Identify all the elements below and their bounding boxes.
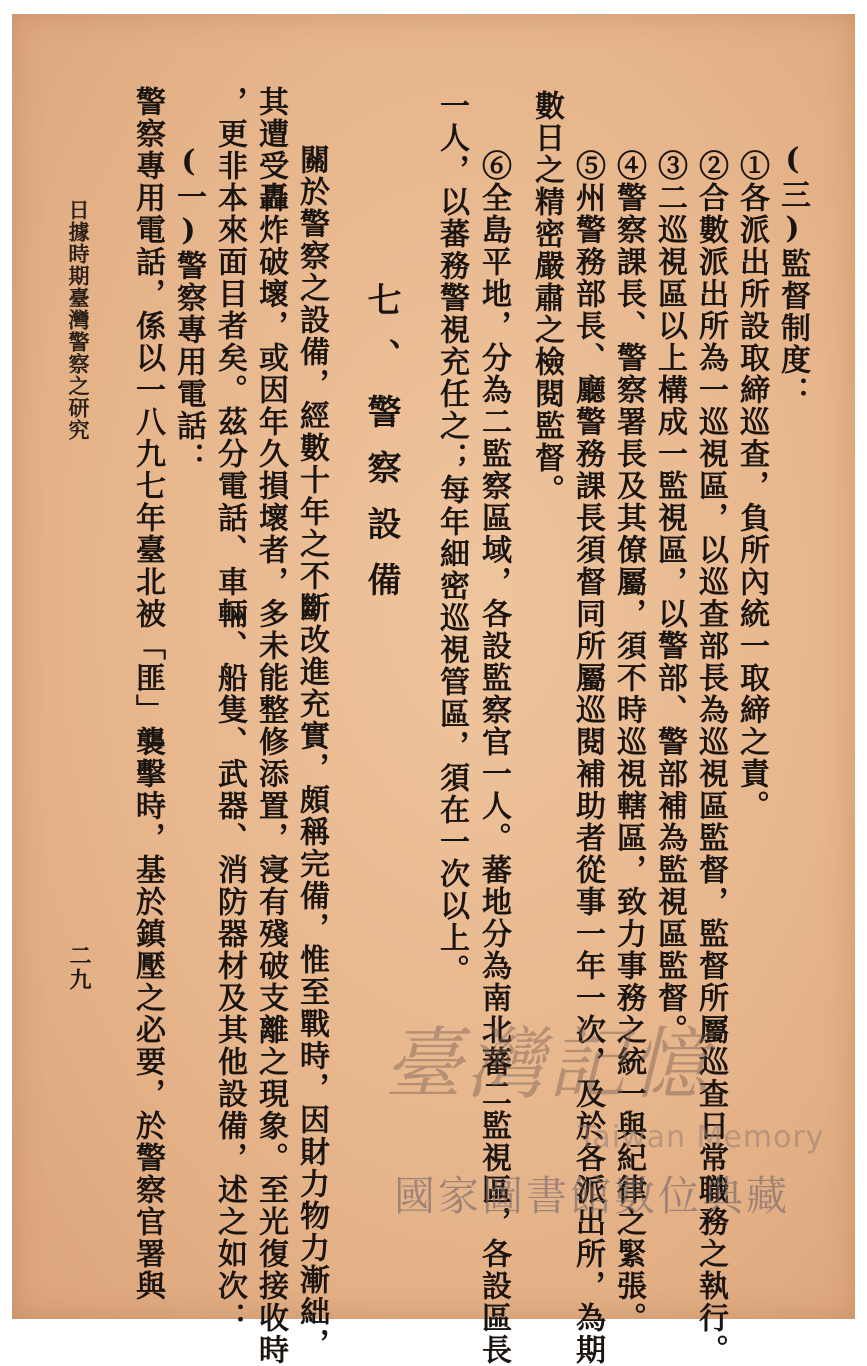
running-title: 日據時期臺灣警察之研究 <box>66 199 91 441</box>
watermark-english: Taiwan Memory <box>578 1120 825 1155</box>
text-column: 警察專用電話，係以一八九七年臺北被「匪」襲擊時，基於鎮壓之必要，於警察官署與 <box>130 86 165 1302</box>
text-column: ③二巡視區以上構成一監視區，以警部、警部補為監視區監督。 <box>652 150 687 1046</box>
text-column: 數日之精密嚴肅之檢閱監督。 <box>529 90 564 506</box>
section-heading: 七、警察設備 <box>361 282 401 618</box>
text-column: ⑥全島平地，分為二監察區域，各設監察官一人。蕃地分為南北蕃二監視區，各設區長 <box>476 150 511 1366</box>
text-column: ④警察課長、警察署長及其僚屬，須不時巡視轄區，致力事務之統一與紀律之緊張。 <box>611 150 646 1334</box>
text-column: 其遭受轟炸破壞，或因年久損壞者，多未能整修添置，寖有殘破支離之現象。至光復接收時 <box>253 86 288 1366</box>
text-column: ②合數派出所為一巡視區，以巡查部長為巡視區監督，監督所屬巡查日常職務之執行。 <box>693 150 728 1366</box>
text-column: 一人，以蕃務警視充任之；每年細密巡視管區，須在一次以上。 <box>434 90 469 986</box>
page-number: 二九 <box>66 944 92 992</box>
section-title: (三)監督制度： <box>775 142 810 408</box>
text-column: ⑤州警務部長、廳警務課長須督同所屬巡閱補助者從事一年一次，及於各派出所，為期 <box>570 150 605 1366</box>
subsection-title: (一)警察專用電話： <box>171 144 206 474</box>
text-column: ，更非本來面目者矣。茲分電話、車輛、船隻、武器、消防器材及其他設備，述之如次： <box>212 86 247 1334</box>
watermark-logo: 臺灣記憶 <box>384 1020 713 1110</box>
text-column: 關於警察之設備，經數十年之不斷改進充實，頗稱完備，惟至戰時，因財力物力漸絀， <box>294 144 329 1360</box>
text-column: ①各派出所設取締巡查，負所內統一取締之責。 <box>734 150 769 822</box>
watermark-library: 國家圖書館數位典藏 <box>394 1172 790 1220</box>
